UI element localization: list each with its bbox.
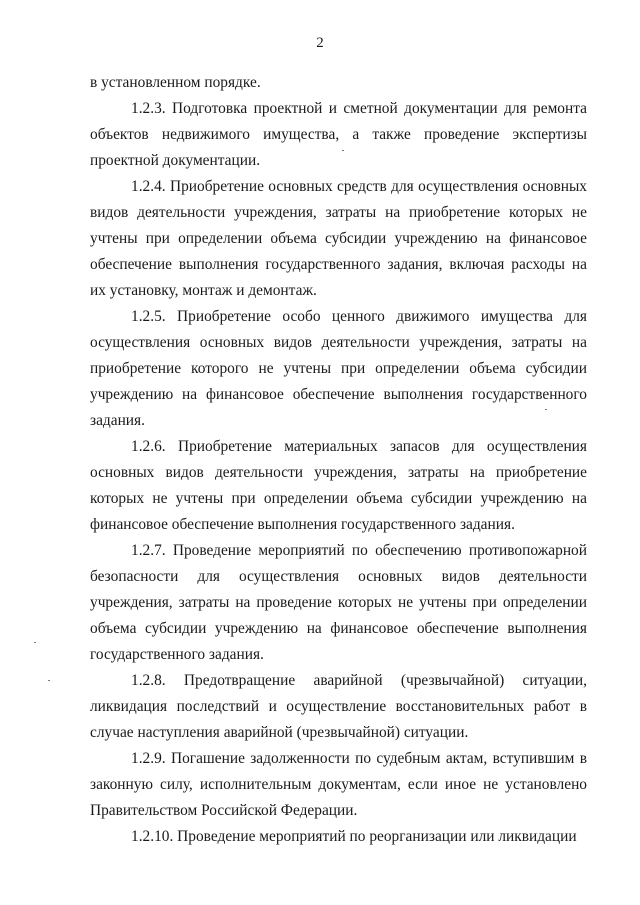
- scan-speck: [545, 409, 547, 410]
- paragraph-1-2-4: 1.2.4. Приобретение основных средств для осуществления основных видов деятельности учреждения, затраты на приобретение которых не учтены при определении объема субсидии учреждению на финансовое обеспечение выполнения государственного задания, включая расходы на их установку, монтаж и демонтаж.: [90, 178, 587, 299]
- document-body: [90, 70, 587, 850]
- paragraph-continuation: в установленном порядке.: [90, 74, 261, 91]
- paragraph-1-2-10: 1.2.10. Проведение мероприятий по реорганизации или ликвидации: [131, 828, 577, 845]
- paragraph-1-2-7: 1.2.7. Проведение мероприятий по обеспечению противопожарной безопасности для осуществления основных видов деятельности учреждения, затраты на проведение которых не учтены при определении объема субсидии учреждению на финансовое обеспечение выполнения государственного задания.: [90, 542, 587, 663]
- paragraph-1-2-5: 1.2.5. Приобретение особо ценного движимого имущества для осуществления основных видов деятельности учреждения, затраты на приобретение которого не учтены при определении объема субсидии учреждению на финансовое обеспечение выполнения государственного задания.: [90, 308, 587, 429]
- paragraph-1-2-6: 1.2.6. Приобретение материальных запасов для осуществления основных видов деятельности учреждения, затраты на приобретение которых не учтены при определении объема субсидии учреждению на финансовое обеспечение выполнения государственного задания.: [90, 438, 587, 533]
- page-number: 2: [316, 35, 324, 51]
- scan-speck: [342, 150, 344, 151]
- scan-speck: [34, 642, 36, 643]
- paragraph-1-2-9: 1.2.9. Погашение задолженности по судебным актам, вступившим в законную силу, исполнительным документам, если иное не установлено Правительством Российской Федерации.: [90, 750, 587, 819]
- paragraph-1-2-3: 1.2.3. Подготовка проектной и сметной документации для ремонта объектов недвижимого имущества, а также проведение экспертизы проектной документации.: [90, 100, 587, 169]
- paragraph-1-2-8: 1.2.8. Предотвращение аварийной (чрезвычайной) ситуации, ликвидация последствий и осуществление восстановительных работ в случае наступления аварийной (чрезвычайной) ситуации.: [90, 672, 587, 741]
- scan-speck: [48, 680, 50, 681]
